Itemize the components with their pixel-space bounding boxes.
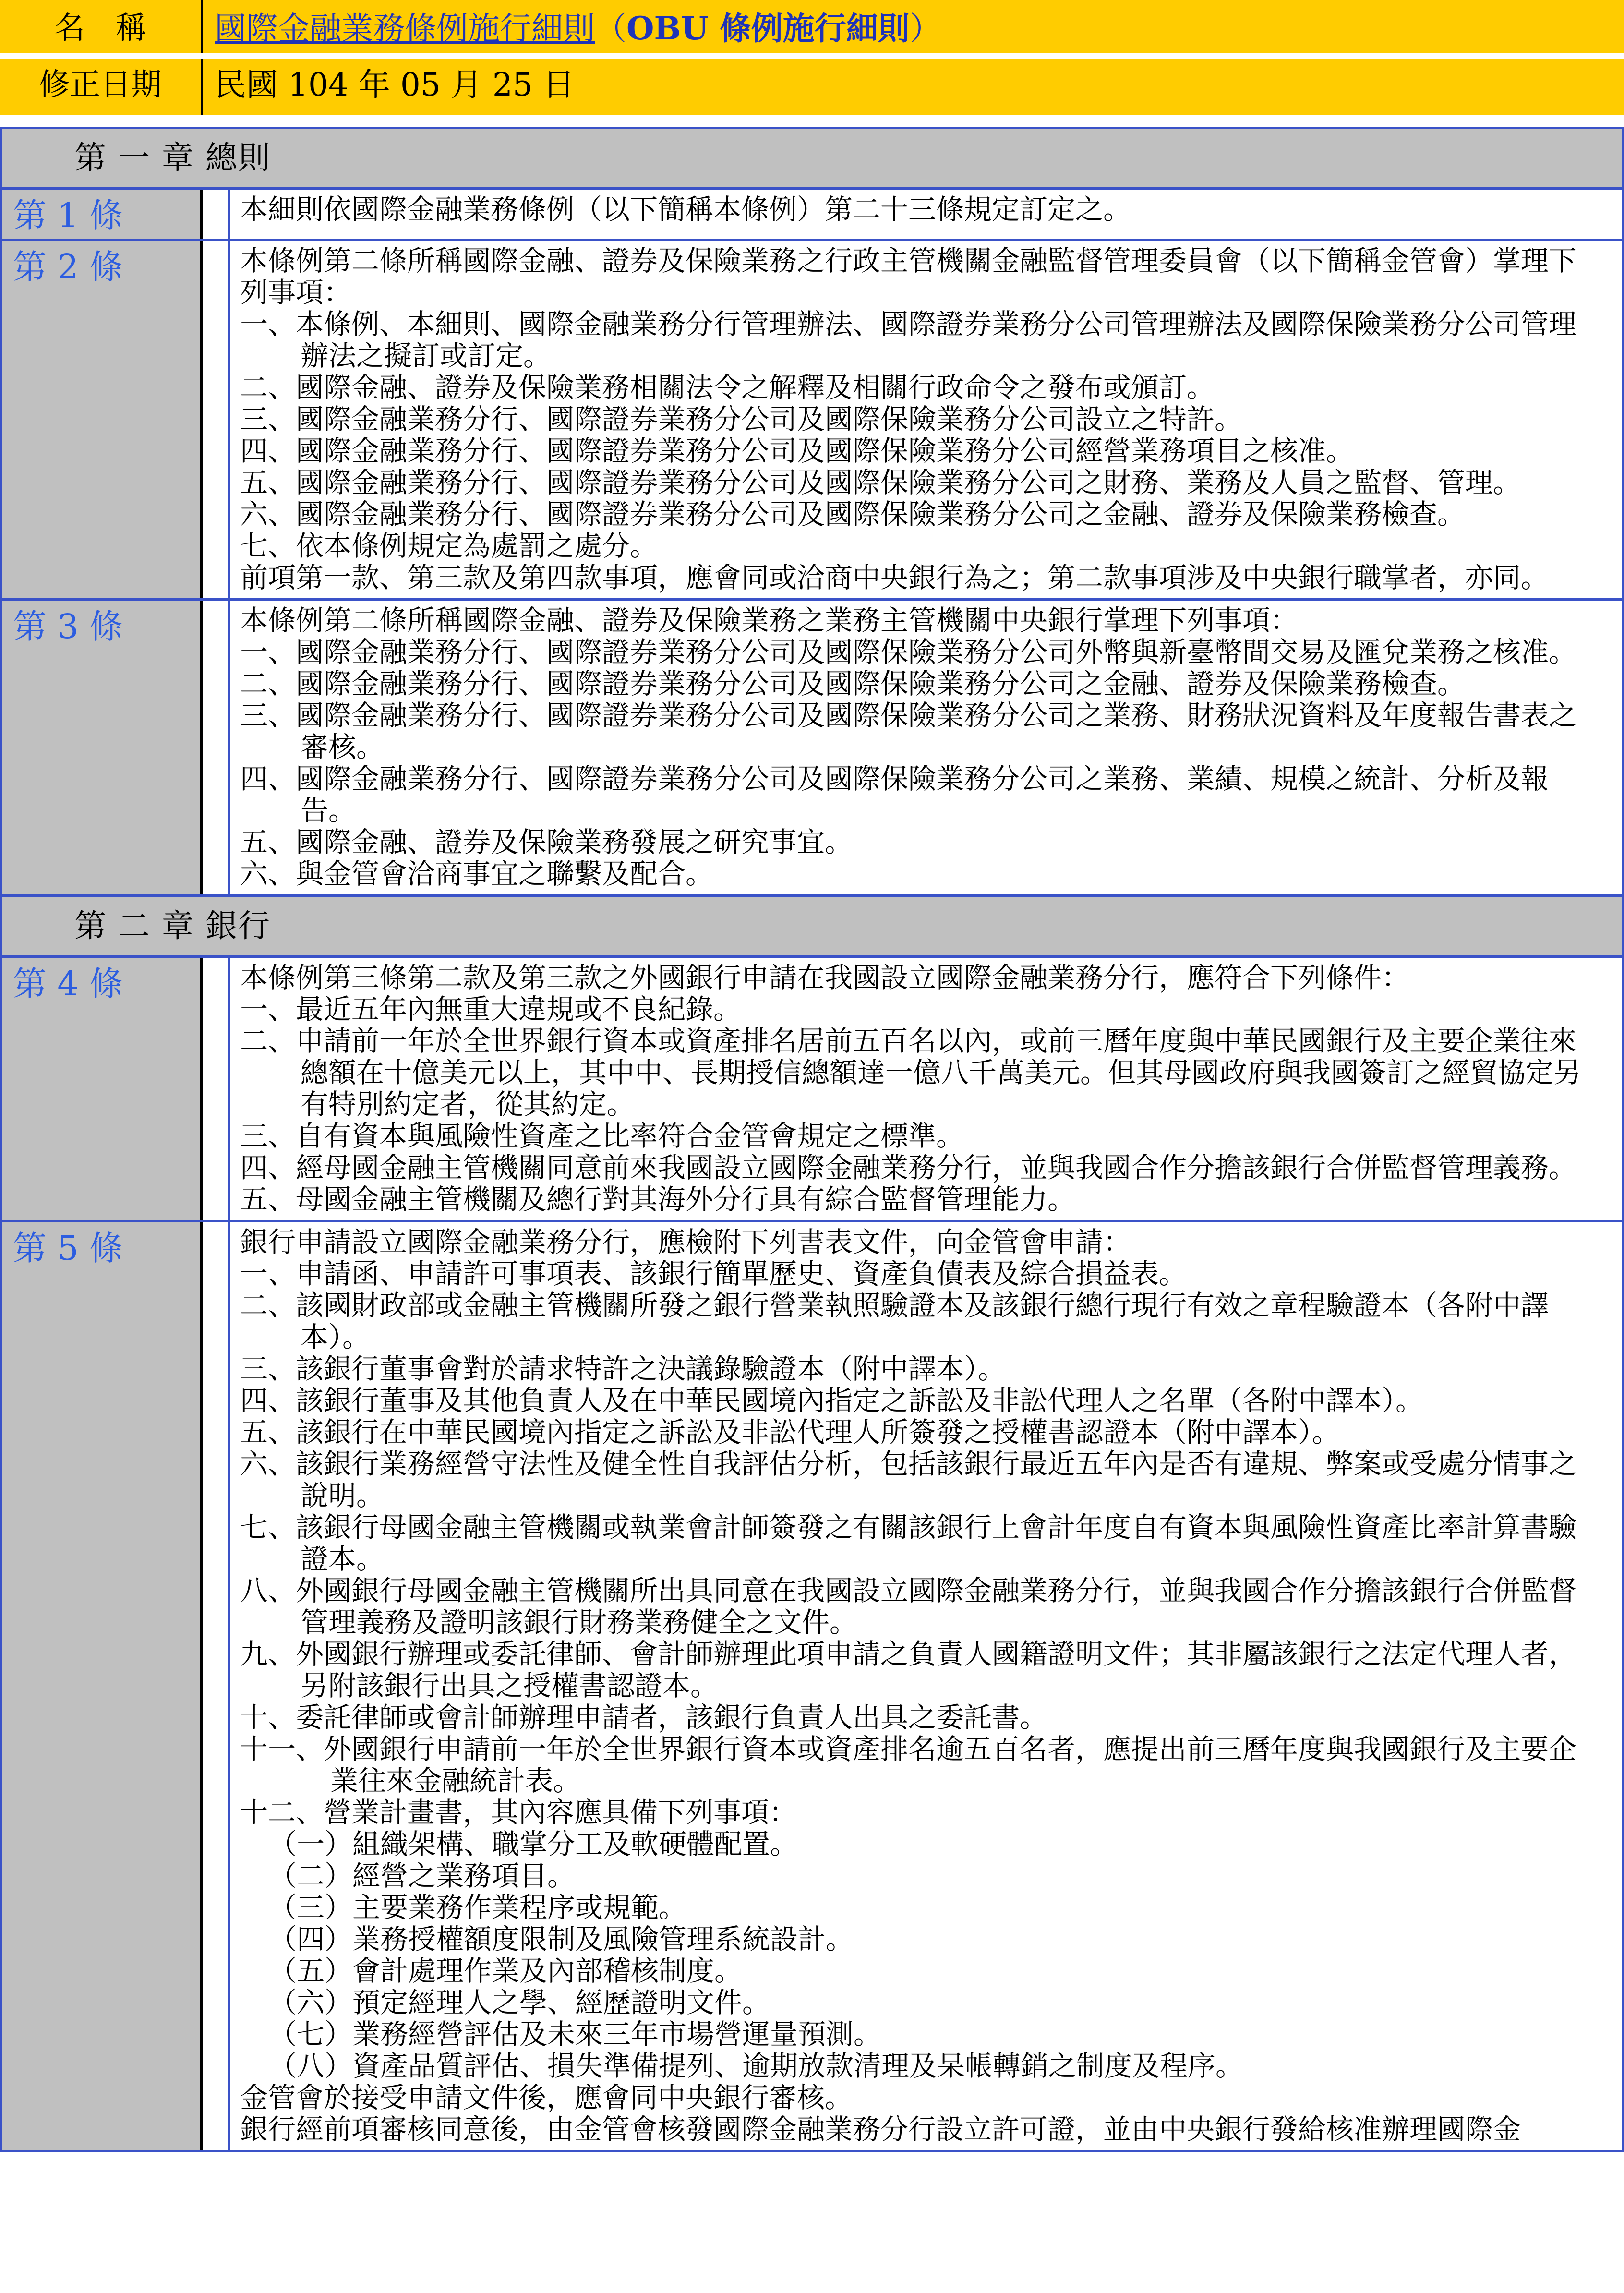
article-paragraph: （六）預定經理人之學、經歷證明文件。 bbox=[269, 1986, 770, 2019]
name-label: 名 稱 bbox=[54, 11, 146, 46]
article-text bbox=[230, 601, 1622, 894]
article-spacer bbox=[203, 958, 230, 1220]
article-paragraph: 一、國際金融業務分行、國際證券業務分公司及國際保險業務分公司外幣與新臺幣間交易及匯兌業務之核准。 bbox=[240, 636, 1577, 668]
article-paragraph: 八、外國銀行母國金融主管機關所出具同意在我國設立國際金融業務分行，並與我國合作分擔該銀行合併監督管理義務及證明該銀行財務業務健全之文件。 bbox=[240, 1574, 1577, 1639]
article-paragraph: 四、國際金融業務分行、國際證券業務分公司及國際保險業務分公司之業務、業績、規模之統計、分析及報告。 bbox=[240, 762, 1549, 827]
article-paragraph: 本條例第二條所稱國際金融、證券及保險業務之業務主管機關中央銀行掌理下列事項： bbox=[240, 604, 1299, 637]
article-text bbox=[230, 958, 1622, 1220]
article-paragraph: 三、該銀行董事會對於請求特許之決議錄驗證本（附中譯本）。 bbox=[240, 1352, 1006, 1385]
article-paragraph: （八）資產品質評估、損失準備提列、逾期放款清理及呆帳轉銷之制度及程序。 bbox=[269, 2050, 1244, 2082]
law-name-value bbox=[201, 0, 1624, 53]
article-number[interactable]: 第 1 條 bbox=[2, 190, 203, 239]
article-row bbox=[2, 601, 1622, 897]
article-paragraph: 本條例第三條第二款及第三款之外國銀行申請在我國設立國際金融業務分行，應符合下列條件： bbox=[240, 961, 1410, 994]
article-paragraph: （二）經營之業務項目。 bbox=[269, 1859, 576, 1892]
law-name-alias: OBU 條例施行細則 bbox=[626, 10, 910, 47]
article-paragraph: 五、國際金融、證券及保險業務發展之研究事宜。 bbox=[240, 826, 853, 858]
article-paragraph: 二、申請前一年於全世界銀行資本或資產排名居前五百名以內，或前三曆年度與中華民國銀行及主要企業往來總額在十億美元以上，其中中、長期授信總額達一億八千萬美元。但其母國政府與我國簽訂之經貿協定另有特別約定者，從其約定。 bbox=[240, 1025, 1582, 1121]
article-number[interactable]: 第 3 條 bbox=[2, 601, 203, 894]
law-name-row bbox=[0, 0, 1624, 58]
article-paragraph: 本條例第二條所稱國際金融、證券及保險業務之行政主管機關金融監督管理委員會（以下簡稱金管會）掌理下列事項： bbox=[240, 244, 1577, 309]
chapter-title: 第 一 章 總則 bbox=[74, 139, 271, 176]
article-paragraph: 十一、外國銀行申請前一年於全世界銀行資本或資產排名逾五百名者，應提出前三曆年度與我國銀行及主要企業往來金融統計表。 bbox=[240, 1733, 1577, 1797]
amend-date-row bbox=[0, 59, 1624, 115]
article-paragraph: 七、該銀行母國金融主管機關或執業會計師簽發之有關該銀行上會計年度自有資本與風險性資產比率計算書驗證本。 bbox=[240, 1511, 1577, 1575]
article-row bbox=[2, 1222, 1622, 2150]
article-paragraph: 金管會於接受申請文件後，應會同中央銀行審核。 bbox=[240, 2081, 853, 2114]
article-number[interactable]: 第 4 條 bbox=[2, 958, 203, 1220]
article-paragraph: 本細則依國際金融業務條例（以下簡稱本條例）第二十三條規定訂定之。 bbox=[240, 193, 1131, 226]
article-paragraph: 七、依本條例規定為處罰之處分。 bbox=[240, 530, 658, 562]
chapter-heading bbox=[2, 897, 1622, 958]
article-paragraph: 九、外國銀行辦理或委託律師、會計師辦理此項申請之負責人國籍證明文件；其非屬該銀行之法定代理人者，另附該銀行出具之授權書認證本。 bbox=[240, 1638, 1577, 1702]
date-value: 民國 104 年 05 月 25 日 bbox=[201, 59, 1624, 115]
article-paragraph: 一、最近五年內無重大違規或不良紀錄。 bbox=[240, 993, 742, 1026]
article-paragraph: 五、母國金融主管機關及總行對其海外分行具有綜合監督管理能力。 bbox=[240, 1183, 1076, 1216]
article-paragraph: （七）業務經營評估及未來三年市場營運量預測。 bbox=[269, 2018, 882, 2051]
article-paragraph: 六、國際金融業務分行、國際證券業務分公司及國際保險業務分公司之金融、證券及保險業務檢查。 bbox=[240, 498, 1466, 531]
article-paragraph: 一、本條例、本細則、國際金融業務分行管理辦法、國際證券業務分公司管理辦法及國際保險業務分公司管理辦法之擬訂或訂定。 bbox=[240, 308, 1577, 372]
article-paragraph: 三、自有資本與風險性資產之比率符合金管會規定之標準。 bbox=[240, 1120, 964, 1152]
article-text bbox=[230, 1222, 1622, 2150]
article-spacer bbox=[203, 190, 230, 239]
article-paragraph: 四、國際金融業務分行、國際證券業務分公司及國際保險業務分公司經營業務項目之核准。 bbox=[240, 434, 1354, 467]
article-number[interactable]: 第 5 條 bbox=[2, 1222, 203, 2150]
article-paragraph: 十、委託律師或會計師辦理申請者，該銀行負責人出具之委託書。 bbox=[240, 1701, 1048, 1734]
chapter-heading bbox=[2, 129, 1622, 190]
article-paragraph: 十二、營業計畫書，其內容應具備下列事項： bbox=[240, 1796, 797, 1829]
law-content-table bbox=[0, 127, 1624, 2152]
law-name-paren-open: （ bbox=[595, 10, 626, 47]
chapter-title: 第 二 章 銀行 bbox=[74, 907, 271, 944]
article-spacer bbox=[203, 241, 230, 598]
article-paragraph: 一、申請函、申請許可事項表、該銀行簡單歷史、資產負債表及綜合損益表。 bbox=[240, 1257, 1187, 1290]
article-number[interactable]: 第 2 條 bbox=[2, 241, 203, 598]
article-paragraph: （三）主要業務作業程序或規範。 bbox=[269, 1891, 687, 1924]
article-paragraph: 銀行經前項審核同意後，由金管會核發國際金融業務分行設立許可證，並由中央銀行發給核准辦理國際金 bbox=[240, 2113, 1521, 2146]
article-paragraph: 三、國際金融業務分行、國際證券業務分公司及國際保險業務分公司設立之特許。 bbox=[240, 403, 1243, 435]
article-row bbox=[2, 190, 1622, 241]
article-spacer bbox=[203, 1222, 230, 2150]
article-paragraph: 二、國際金融、證券及保險業務相關法令之解釋及相關行政命令之發布或頒訂。 bbox=[240, 371, 1215, 404]
article-paragraph: 前項第一款、第三款及第四款事項，應會同或洽商中央銀行為之；第二款事項涉及中央銀行職掌者，亦同。 bbox=[240, 561, 1549, 594]
article-spacer bbox=[203, 601, 230, 894]
article-row bbox=[2, 241, 1622, 601]
article-text bbox=[230, 190, 1622, 239]
article-paragraph: 四、該銀行董事及其他負責人及在中華民國境內指定之訴訟及非訟代理人之名單（各附中譯本）。 bbox=[240, 1384, 1424, 1417]
article-paragraph: 五、國際金融業務分行、國際證券業務分公司及國際保險業務分公司之財務、業務及人員之監督、管理。 bbox=[240, 466, 1521, 499]
date-label: 修正日期 bbox=[39, 67, 162, 103]
article-paragraph: 六、與金管會洽商事宜之聯繫及配合。 bbox=[240, 857, 714, 890]
article-paragraph: 銀行申請設立國際金融業務分行，應檢附下列書表文件，向金管會申請： bbox=[240, 1226, 1131, 1258]
article-paragraph: 二、國際金融業務分行、國際證券業務分公司及國際保險業務分公司之金融、證券及保險業務檢查。 bbox=[240, 667, 1466, 700]
article-paragraph: （五）會計處理作業及內部稽核制度。 bbox=[269, 1955, 743, 1987]
article-paragraph: 六、該銀行業務經營守法性及健全性自我評估分析，包括該銀行最近五年內是否有違規、弊案或受處分情事之說明。 bbox=[240, 1448, 1577, 1512]
article-paragraph: （一）組織架構、職掌分工及軟硬體配置。 bbox=[269, 1828, 798, 1860]
law-name-link[interactable]: 國際金融業務條例施行細則 bbox=[215, 10, 595, 47]
law-name-paren-close: ） bbox=[909, 10, 941, 47]
article-row bbox=[2, 958, 1622, 1222]
article-paragraph: （四）業務授權額度限制及風險管理系統設計。 bbox=[269, 1923, 854, 1955]
article-paragraph: 二、該國財政部或金融主管機關所發之銀行營業執照驗證本及該銀行總行現行有效之章程驗證本（各附中譯本）。 bbox=[240, 1289, 1549, 1353]
article-paragraph: 五、該銀行在中華民國境內指定之訴訟及非訟代理人所簽發之授權書認證本（附中譯本）。 bbox=[240, 1416, 1340, 1448]
article-paragraph: 三、國際金融業務分行、國際證券業務分公司及國際保險業務分公司之業務、財務狀況資料及年度報告書表之審核。 bbox=[240, 699, 1577, 763]
header-gap bbox=[0, 115, 1624, 127]
article-text bbox=[230, 241, 1622, 598]
article-paragraph: 四、經母國金融主管機關同意前來我國設立國際金融業務分行，並與我國合作分擔該銀行合併監督管理義務。 bbox=[240, 1151, 1577, 1184]
